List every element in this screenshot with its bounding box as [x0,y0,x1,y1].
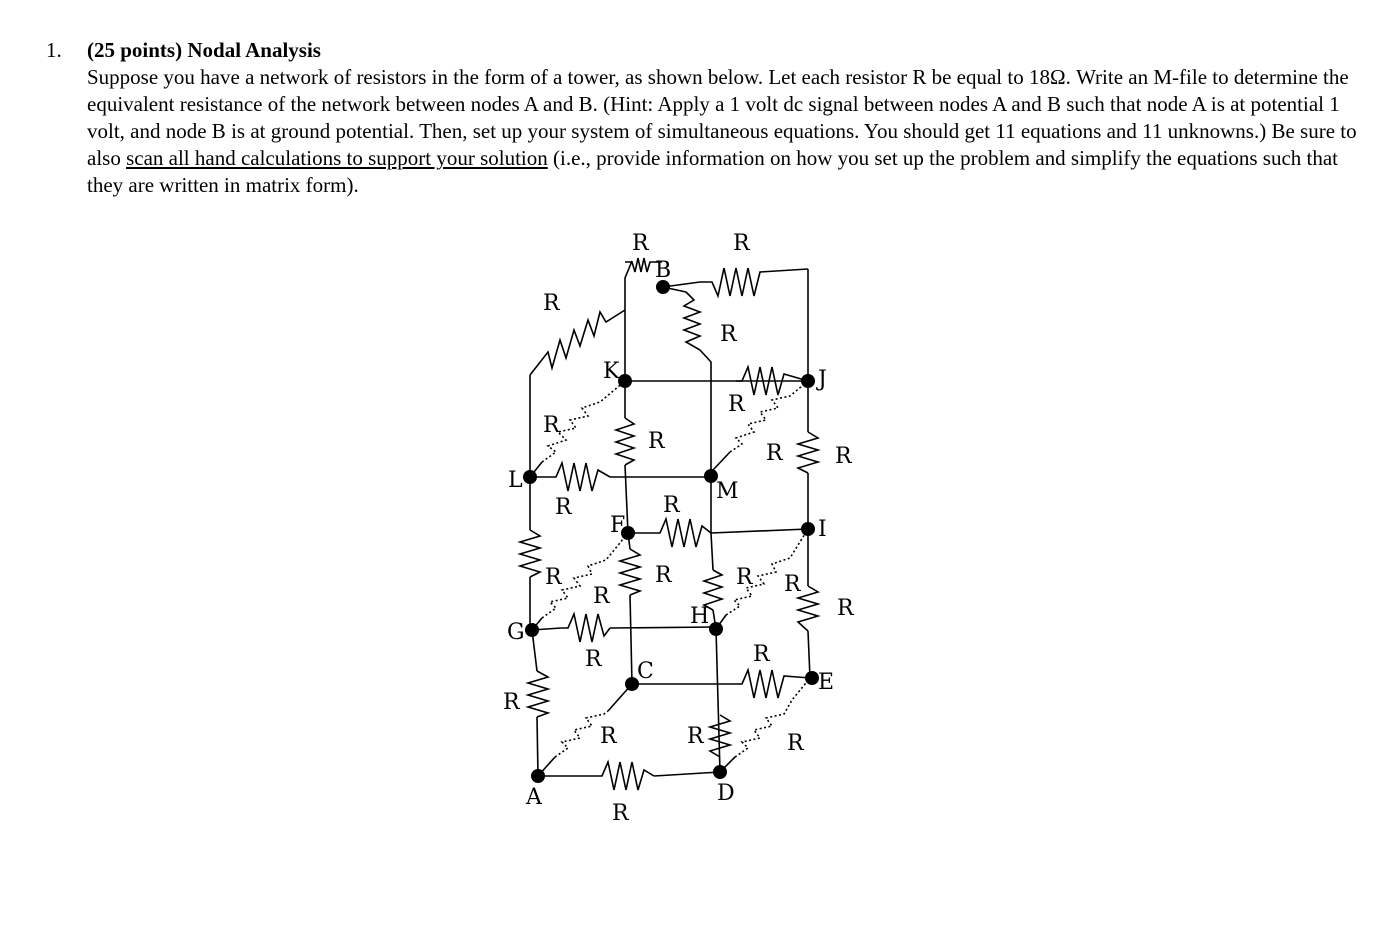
node-label-g: G [507,620,525,645]
node-labels [507,258,834,810]
node-label-f: F [610,513,626,538]
node-label-a: A [526,785,542,810]
node-label-d: D [717,781,735,806]
r-label: R [543,413,560,438]
node-k-dot [618,374,632,388]
r-label: R [733,231,750,256]
r-label: R [655,563,672,588]
resistor-a-d [594,762,654,790]
r-label: R [612,801,629,826]
node-h-dot [709,622,723,636]
problem-text-underlined: scan all hand calculations to support your solution [126,146,548,170]
r-label: R [835,444,852,469]
node-label-e: E [818,670,835,695]
resistors [520,258,818,790]
resistor-f-i [653,519,711,547]
r-label: R [736,565,753,590]
node-label-k: K [603,359,620,384]
resistor-top-right [700,268,808,296]
resistor-b-m [684,292,700,350]
node-label-h: H [690,604,710,629]
r-label: R [585,647,602,672]
node-g-dot [525,623,539,637]
resistor-k-f [616,418,634,465]
r-label: R [503,690,520,715]
resistor-i-e [798,586,818,631]
node-l-dot [523,470,537,484]
problem-title: (25 points) Nodal Analysis [87,38,321,62]
problem-text-part-2: (i.e., provide information on how you set up the problem and simplify the equations such that they are written in matrix form). [87,146,1339,197]
node-label-i: I [818,517,827,542]
resistor-l-g [520,530,540,577]
r-label: R [687,724,704,749]
r-label: R [753,642,770,667]
node-a-dot [531,769,545,783]
r-label: R [600,724,617,749]
node-d-dot [713,765,727,779]
node-label-l: L [508,468,523,493]
r-label: R [632,231,649,256]
r-label: R [766,441,783,466]
r-label: R [663,493,680,518]
problem-number: 1. [46,38,62,62]
r-label: R [728,392,745,417]
r-label: R [720,322,737,347]
node-e-dot [805,671,819,685]
node-label-c: C [637,659,654,684]
r-label: R [837,596,854,621]
node-j-dot [801,374,815,388]
resistor-j-i [798,432,818,473]
resistor-f-c [620,549,640,595]
node-label-b: B [655,258,672,283]
r-label: R [787,731,804,756]
r-label: R [543,291,560,316]
problem-text-part-1: Suppose you have a network of resistors in the form of a tower, as shown below. Let each resistor R be equal to 18Ω. Write an M-file to determine the equivalent resistance of the network between nodes A and B. (Hint: Apply a 1 volt dc signal between nodes A and B such that node A is at potential 1 volt, and node B is at ground potential. Then, set up your system of simultaneous equations. You should get 11 equations and 11 unknowns.) Be sure to also [87,65,1357,170]
r-label: R [555,495,572,520]
node-i-dot [801,522,815,536]
dashed-resistors [542,381,810,757]
r-label: R [545,565,562,590]
resistor-l-m [549,463,610,491]
r-label: R [593,584,610,609]
r-label: R [784,572,801,597]
resistor-c-e [736,670,810,698]
node-label-m: M [716,479,739,504]
node-label-j: J [818,367,827,392]
resistor-g-h [561,614,610,642]
r-label: R [648,429,665,454]
resistor-g-a [528,671,548,717]
